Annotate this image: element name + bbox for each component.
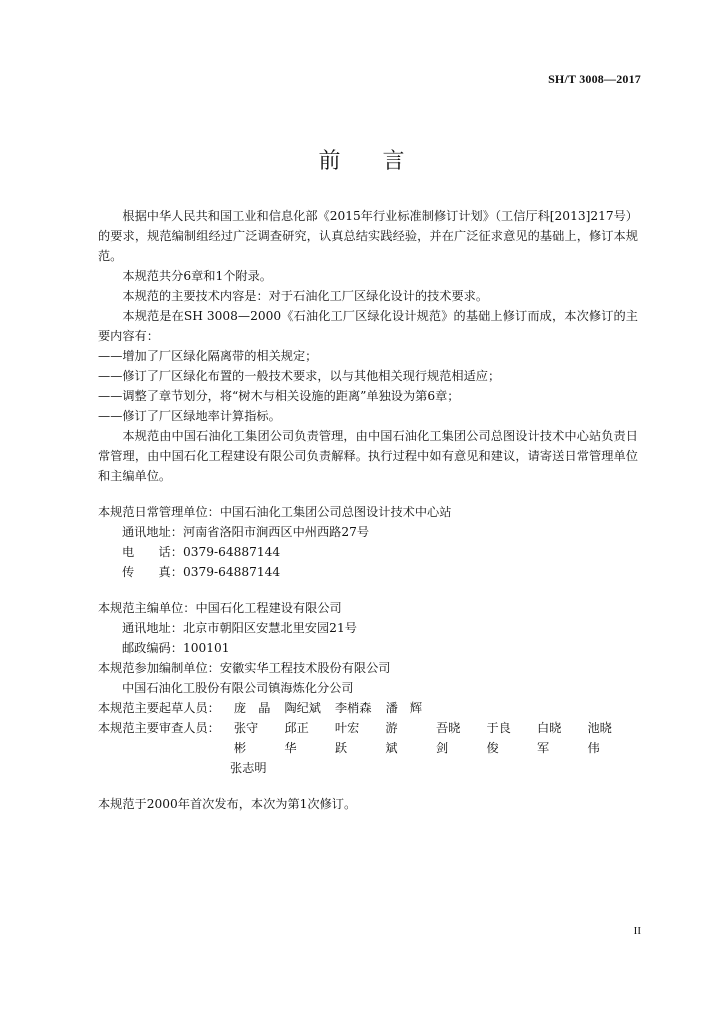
reviewer-name: 张守彬 bbox=[233, 721, 259, 755]
drafter-name: 李梢森 bbox=[335, 701, 372, 715]
participants-row bbox=[98, 658, 638, 678]
management-address-label: 通讯地址： bbox=[122, 525, 183, 539]
paragraph: 本规范是在SH 3008—2000《石油化工厂区绿化设计规范》的基础上修订而成，本次修订的主要内容有： bbox=[98, 309, 638, 343]
editor-address-row bbox=[98, 618, 638, 638]
title-part-2: 言 bbox=[382, 149, 407, 174]
participants-row-2 bbox=[98, 678, 638, 698]
revision-item: ——调整了章节划分，将“树木与相关设施的距离”单独设为第6章； bbox=[98, 389, 460, 403]
participants-label: 本规范参加编制单位： bbox=[98, 661, 220, 675]
management-unit-label: 本规范日常管理单位： bbox=[98, 505, 220, 519]
reviewers-label: 本规范主要审查人员： bbox=[98, 721, 220, 735]
management-phone: 0379-64887144 bbox=[182, 545, 281, 559]
page-number: II bbox=[633, 925, 641, 937]
chief-editor: 中国石化工程建设有限公司 bbox=[195, 601, 342, 615]
chief-editor-row bbox=[98, 598, 638, 618]
management-unit: 中国石油化工集团公司总图设计技术中心站 bbox=[219, 505, 452, 519]
paragraph: 本规范共分6章和1个附录。 bbox=[122, 269, 272, 283]
management-fax-label: 传 真： bbox=[122, 565, 183, 579]
management-unit-row bbox=[98, 502, 638, 522]
reviewer-name: 池晓伟 bbox=[587, 721, 612, 755]
reviewer-name: 邱正华 bbox=[284, 721, 309, 755]
title-part-1: 前 bbox=[318, 149, 343, 174]
participant-unit: 安徽实华工程技术股份有限公司 bbox=[219, 661, 391, 675]
revision-item: ——修订了厂区绿化布置的一般技术要求，以与其他相关现行规范相适应； bbox=[98, 369, 501, 383]
management-address: 河南省洛阳市涧西区中州西路27号 bbox=[182, 525, 370, 539]
page-title bbox=[0, 144, 725, 175]
drafter-name: 庞 晶 bbox=[233, 701, 271, 715]
reviewer-name: 于良俊 bbox=[486, 721, 511, 755]
editor-postcode-label: 邮政编码： bbox=[122, 641, 183, 655]
editor-postcode-row bbox=[98, 638, 638, 658]
management-phone-label: 电 话： bbox=[122, 545, 183, 559]
management-fax-row bbox=[98, 562, 638, 582]
reviewer-name: 游 斌 bbox=[385, 721, 410, 755]
drafters-label: 本规范主要起草人员： bbox=[98, 701, 220, 715]
standard-code: SH/T 3008—2017 bbox=[548, 72, 641, 86]
reviewers-row-2 bbox=[98, 758, 638, 778]
footer-note: 本规范于2000年首次发布，本次为第1次修订。 bbox=[98, 797, 357, 811]
revision-item: ——增加了厂区绿化隔离带的相关规定； bbox=[98, 349, 318, 363]
chief-editor-label: 本规范主编单位： bbox=[98, 601, 196, 615]
revision-item: ——修订了厂区绿地率计算指标。 bbox=[98, 409, 281, 423]
reviewer-name: 张志明 bbox=[230, 761, 267, 775]
editor-address: 北京市朝阳区安慧北里安园21号 bbox=[182, 621, 357, 635]
management-fax: 0379-64887144 bbox=[182, 565, 281, 579]
management-phone-row bbox=[98, 542, 638, 562]
reviewer-name: 叶宏跃 bbox=[334, 721, 360, 755]
drafter-name: 潘 辉 bbox=[385, 701, 423, 715]
paragraph: 本规范由中国石油化工集团公司负责管理，由中国石油化工集团公司总图设计技术中心站负责日常管理，由中国石化工程建设有限公司负责解释。执行过程中如有意见和建议，请寄送日常管理单位和主编单位。 bbox=[98, 429, 638, 483]
reviewer-name: 白晓军 bbox=[536, 721, 562, 755]
paragraph: 根据中华人民共和国工业和信息化部《2015年行业标准制修订计划》（工信厅科[2013]217号）的要求，规范编制组经过广泛调查研究，认真总结实践经验，并在广泛征求意见的基础上，修订本规范。 bbox=[98, 209, 638, 263]
drafters-row bbox=[98, 698, 638, 718]
management-address-row bbox=[98, 522, 638, 542]
reviewer-name: 吾晓剑 bbox=[435, 721, 461, 755]
paragraph: 本规范的主要技术内容是：对于石油化工厂区绿化设计的技术要求。 bbox=[122, 289, 489, 303]
editor-postcode: 100101 bbox=[182, 641, 230, 655]
participant-unit: 中国石油化工股份有限公司镇海炼化分公司 bbox=[122, 681, 354, 695]
drafter-name: 陶纪斌 bbox=[284, 701, 321, 715]
reviewers-row bbox=[98, 718, 638, 758]
document-body bbox=[98, 206, 638, 814]
editor-address-label: 通讯地址： bbox=[122, 621, 183, 635]
